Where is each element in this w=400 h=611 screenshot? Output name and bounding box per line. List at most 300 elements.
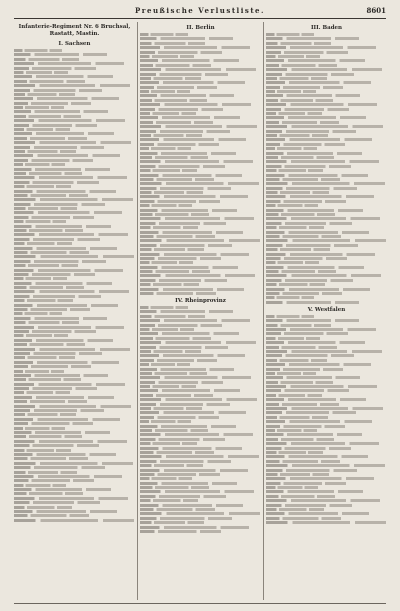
list-entry [14,225,111,228]
list-entry [266,376,360,379]
list-entry [140,499,198,502]
list-entry [140,266,238,269]
list-entry [266,33,314,36]
list-entry [266,169,323,172]
list-entry [140,248,204,251]
list-entry [14,203,105,206]
list-entry [140,403,230,406]
list-entry [14,519,134,522]
list-entry [14,115,81,118]
list-entry [140,178,214,181]
list-entry [14,194,88,197]
page-header [14,6,386,18]
list-entry [14,444,99,447]
list-entry [266,296,314,299]
list-entry [266,469,357,472]
list-entry [266,283,325,286]
list-entry [266,407,383,410]
list-entry [266,99,333,102]
list-entry [14,492,83,495]
list-entry [140,169,197,172]
list-entry [140,381,223,384]
list-entry [14,449,71,452]
list-entry [14,247,117,250]
list-entry [140,460,231,463]
list-entry [266,433,362,436]
list-entry [14,53,107,56]
list-entry [266,482,346,485]
list-entry [266,191,329,194]
list-entry [14,150,76,153]
list-entry [266,266,364,269]
list-entry [140,385,196,388]
list-entry [266,460,340,463]
list-entry [266,55,320,58]
list-entry [266,495,335,498]
column-divider [263,22,264,600]
list-entry [14,370,64,373]
list-entry [140,420,191,423]
list-entry [140,324,222,327]
list-entry [140,121,213,124]
list-entry [140,482,237,485]
list-entry [14,440,127,443]
list-entry [14,211,122,214]
header-rule [14,18,386,19]
list-entry [14,220,66,223]
list-entry [14,106,64,109]
list-entry [266,350,382,353]
list-entry [266,288,370,291]
list-entry [140,508,215,511]
list-entry [140,160,253,163]
list-entry [140,416,219,419]
list-entry [140,315,205,318]
list-entry [266,94,360,97]
list-entry [14,400,87,403]
list-entry [14,216,94,219]
list-entry [14,312,62,315]
list-entry [140,283,199,286]
list-entry [140,204,192,207]
list-entry [140,376,251,379]
list-entry [266,261,319,264]
list-entry [266,77,327,80]
list-entry [140,270,210,273]
list-entry [266,332,348,335]
list-entry [266,279,353,282]
list-entry [14,185,71,188]
list-entry [14,466,105,469]
list-entry [14,146,104,149]
list-entry [14,181,99,184]
list-entry [266,341,365,344]
list-entry [140,209,237,212]
list-entry [14,435,82,438]
list-entry [266,337,320,340]
list-entry [140,253,249,256]
list-entry [140,306,188,309]
list-entry [266,292,342,295]
list-entry [266,112,322,115]
list-entry [266,90,316,93]
list-entry [140,68,256,71]
list-entry [266,490,363,493]
list-entry [266,363,371,366]
list-entry [266,451,323,454]
list-entry [140,354,245,357]
list-entry [14,299,73,302]
list-entry [140,490,254,493]
list-entry [14,260,106,263]
column-2 [140,22,261,602]
list-entry [266,68,382,71]
list-entry [140,182,259,185]
list-entry [266,368,343,371]
list-entry [266,165,351,168]
list-entry [266,86,343,89]
list-entry [266,499,380,502]
list-entry [14,110,108,113]
list-entry [140,90,190,93]
list-entry [140,407,202,410]
list-entry [266,103,377,106]
list-entry [14,102,91,105]
list-entry [140,368,234,371]
list-entry [14,343,85,346]
list-entry [266,248,330,251]
list-entry [266,130,356,133]
list-entry [266,217,380,220]
list-entry [14,71,68,74]
list-entry [14,475,122,478]
list-entry [266,359,327,362]
section-heading: III. Baden [310,25,343,31]
list-entry [140,517,232,520]
list-entry [140,134,202,137]
list-entry [140,125,257,128]
list-entry [140,261,193,264]
list-entry [266,385,377,388]
column-divider [137,22,138,600]
list-entry [14,273,95,276]
list-entry [14,141,131,144]
list-entry [14,159,93,162]
list-entry [14,84,130,87]
list-entry [266,182,385,185]
list-entry [14,49,62,52]
list-entry [266,372,316,375]
list-entry [14,418,120,421]
list-entry [140,526,249,529]
list-entry [140,394,213,397]
list-entry [266,121,339,124]
list-entry [14,383,125,386]
list-entry [14,172,82,175]
list-entry [14,356,75,359]
list-entry [140,116,240,119]
list-entry [140,288,244,291]
list-entry [14,304,118,307]
list-entry [140,152,236,155]
list-entry [140,195,248,198]
list-entry [14,80,85,83]
list-entry [266,315,314,318]
list-entry [140,112,196,115]
list-entry [140,174,242,177]
list-entry [14,484,66,487]
list-entry [266,156,334,159]
list-entry [14,190,116,193]
section-heading: II. Berlin [186,25,215,31]
list-entry [140,477,192,480]
list-entry [14,396,114,399]
list-entry [266,81,371,84]
list-entry [140,332,239,335]
list-entry [266,125,383,128]
list-entry [14,409,104,412]
list-entry [140,486,209,489]
list-entry [14,387,97,390]
list-entry [140,398,257,401]
list-entry [14,229,83,232]
list-entry [266,442,379,445]
list-entry [14,290,129,293]
list-entry [266,42,331,45]
list-entry [140,363,190,366]
list-entry [140,473,220,476]
list-entry [140,359,217,362]
list-entry [140,147,191,150]
list-entry [266,473,329,476]
list-entry [140,244,232,247]
list-entry [140,504,243,507]
list-entry [14,269,123,272]
list-entry [14,67,96,70]
column-3 [266,22,387,602]
list-entry [140,447,242,450]
list-entry [140,512,260,515]
list-entry [140,530,221,533]
list-entry [140,143,219,146]
list-entry [266,486,318,489]
list-entry [266,381,333,384]
list-entry [140,328,194,331]
list-entry [266,455,368,458]
column-1 [14,22,135,602]
list-entry [14,97,119,100]
list-entry [140,99,207,102]
list-entry [140,433,253,436]
entry-list [266,315,387,524]
list-entry [140,411,246,414]
list-entry [140,274,255,277]
list-entry [140,94,234,97]
list-entry [140,222,226,225]
list-entry [14,238,100,241]
list-entry [266,174,368,177]
section-heading: I. Sachsen [58,41,91,47]
list-entry [14,163,65,166]
list-entry [140,495,226,498]
list-entry [266,324,331,327]
list-entry [266,420,372,423]
list-entry [140,521,204,524]
entry-list [266,33,387,304]
list-entry [140,51,222,54]
list-entry [14,255,134,258]
list-entry [14,431,110,434]
list-entry [140,319,250,322]
list-entry [266,403,339,406]
list-entry [14,471,77,474]
list-entry [266,389,349,392]
list-entry [14,89,102,92]
list-entry [140,138,246,141]
list-entry [14,242,72,245]
list-entry [266,143,345,146]
list-entry [14,132,114,135]
section-heading: IV. Rheinprovinz [175,298,226,305]
entry-list [140,33,261,295]
list-entry [266,270,336,273]
list-entry [266,464,385,467]
list-entry [266,438,334,441]
list-entry [140,425,236,428]
list-entry [140,442,197,445]
list-entry [14,352,102,355]
list-entry [266,108,349,111]
list-entry [14,264,78,267]
list-entry [140,59,239,62]
list-entry [14,58,79,61]
list-entry [266,521,386,524]
list-entry [140,191,203,194]
list-entry [140,337,211,340]
list-entry [14,391,70,394]
regiment-heading: Infanterie-Regiment Nr. 6 Bruchsal, Rastatt, Mastin. [18,24,131,37]
list-entry [140,103,251,106]
list-entry [266,354,354,357]
list-entry [14,317,107,320]
list-entry [266,328,376,331]
list-entry [14,176,127,179]
list-entry [266,37,359,40]
list-entry [14,330,96,333]
list-entry [140,231,243,234]
list-entry [266,477,374,480]
list-entry [266,244,358,247]
list-entry [14,514,89,517]
list-entry [14,168,110,171]
list-entry [266,178,340,181]
list-entry [14,479,94,482]
list-entry [14,128,70,131]
list-entry [14,457,88,460]
list-entry [266,231,369,234]
list-entry [266,200,346,203]
list-entry [140,200,220,203]
list-entry [266,411,356,414]
list-entry [14,251,89,254]
list-entry [14,295,101,298]
list-entry [266,346,337,349]
list-entry [140,372,207,375]
list-entry [266,274,381,277]
list-entry [14,361,119,364]
list-entry [140,165,225,168]
list-entry [140,55,194,58]
list-entry [266,416,328,419]
list-entry [266,195,374,198]
list-entry [14,75,113,78]
list-entry [266,59,365,62]
page-title: Preußische Verlustliste. [135,6,265,15]
list-entry [140,226,198,229]
list-entry [266,301,359,304]
list-entry [140,81,245,84]
list-entry [140,464,203,467]
list-entry [140,429,208,432]
list-entry [140,73,228,76]
bottom-rule [14,603,386,604]
list-entry [140,108,223,111]
list-entry [266,134,328,137]
list-entry [14,233,128,236]
list-entry [14,405,131,408]
list-entry [140,235,215,238]
list-entry [14,207,77,210]
list-entry [140,341,256,344]
list-entry [266,46,376,49]
list-entry [14,282,112,285]
list-entry [266,204,318,207]
list-entry [140,217,254,220]
list-entry [266,213,335,216]
list-entry [14,198,133,201]
list-entry [266,394,322,397]
list-entry [14,497,128,500]
list-entry [266,235,341,238]
list-entry [266,257,347,260]
list-entry [14,321,79,324]
list-entry [266,239,386,242]
list-entry [14,506,72,509]
list-entry [266,73,354,76]
section-heading: V. Westfalen [307,306,346,313]
page-number: 8601 [366,6,386,15]
list-entry [14,334,68,337]
list-entry [266,429,317,432]
list-entry [14,488,111,491]
list-entry [266,160,379,163]
list-entry [266,425,345,428]
list-entry [140,86,217,89]
list-entry [140,469,248,472]
list-entry [266,64,337,67]
list-entry [14,326,124,329]
list-entry [266,517,341,520]
list-entry [14,510,117,513]
list-entry [266,209,363,212]
list-entry [266,51,348,54]
list-entry [266,116,366,119]
list-entry [266,508,324,511]
list-entry [14,137,87,140]
list-entry [14,339,113,342]
list-entry [140,346,228,349]
list-entry [140,292,216,295]
